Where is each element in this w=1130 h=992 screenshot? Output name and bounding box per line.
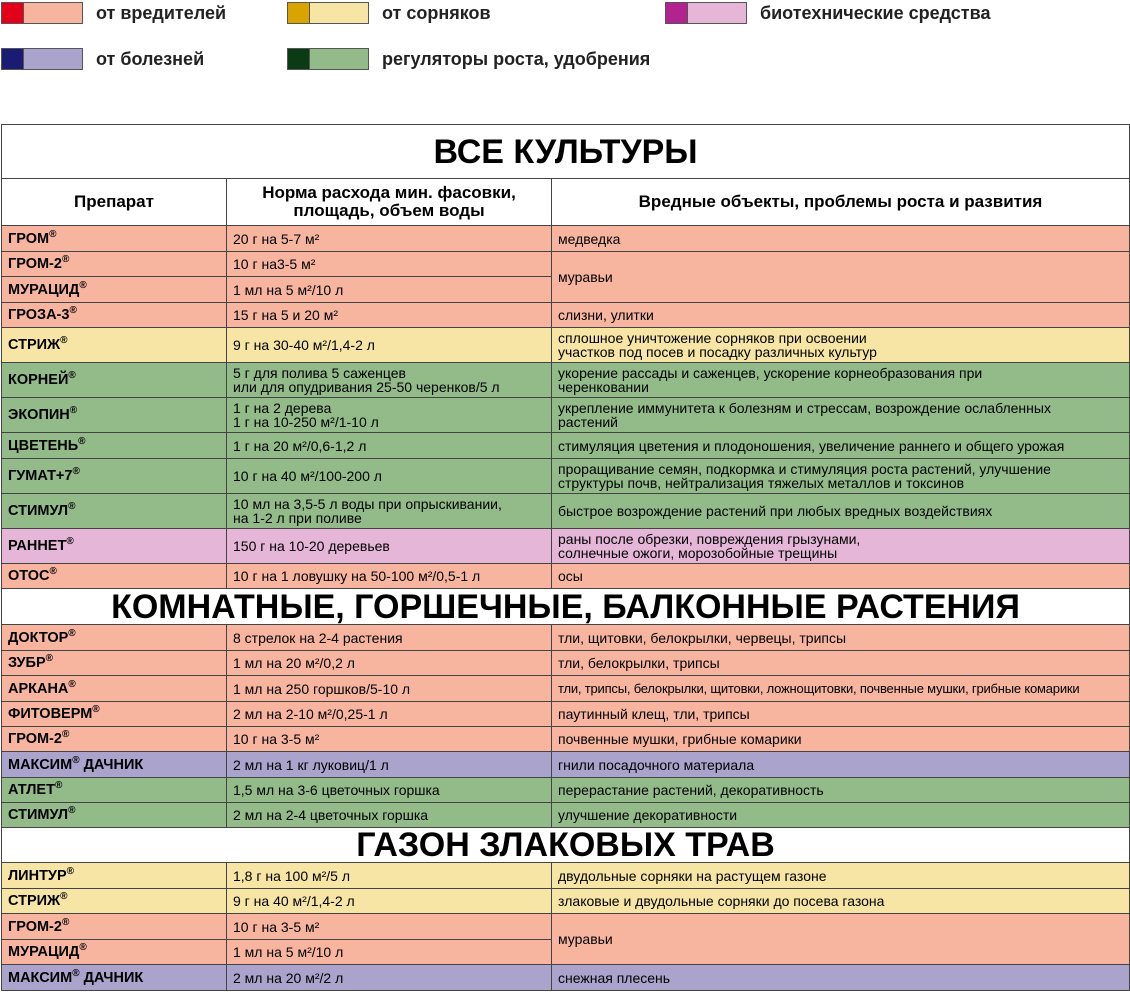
product-name-cell [2,226,227,252]
table-row [2,752,1130,778]
registered-mark: ® [66,865,74,877]
dose-cell: 8 стрелок на 2-4 растения [227,625,552,651]
registered-mark: ® [61,729,70,740]
product-name: ГРОМ-2 [8,918,62,935]
registered-mark: ® [92,704,100,715]
registered-mark: ® [69,305,77,316]
product-name-cell [2,803,227,828]
dose-cell: 10 г на3-5 м² [227,252,552,277]
product-name-cell [2,625,227,651]
table-row [2,651,1130,676]
target-cell: слизни, улитки [552,303,1130,328]
target-cell: раны после обрезки, повреждения грызунами, солнечные ожоги, морозобойные трещины [552,529,1130,564]
legend-swatch [287,48,369,70]
product-name: КОРНЕЙ [8,372,69,388]
legend-item-growth [287,48,650,70]
dose-cell: 5 г для полива 5 саженцев или для опудривания 25-50 черенков/5 л [227,363,552,398]
table-row [2,398,1130,433]
table-row [2,226,1130,252]
dose-cell: 1 мл на 250 горшков/5-10 л [227,676,552,702]
product-name: ГРОЗА-3 [8,307,70,323]
dose-cell: 1,8 г на 100 м²/5 л [227,863,552,889]
target-cell: злаковые и двудольные сорняки до посева газона [552,889,1130,914]
section-row [2,828,1130,863]
table-row [2,363,1130,398]
table-row [2,625,1130,651]
dose-cell: 2 мл на 2-4 цветочных горшка [227,803,552,828]
legend-swatch [287,2,369,24]
target-cell: двудольные сорняки на растущем газоне [552,863,1130,889]
table-row [2,914,1130,940]
dose-cell: 2 мл на 20 м²/2 л [227,965,552,991]
product-name-cell [2,863,227,889]
target-cell: паутинный клещ, тли, трипсы [552,702,1130,727]
target-cell: проращивание семян, подкормка и стимуляция роста растений, улучшение структуры почв, нейтрализация тяжелых металлов и токсинов [552,459,1130,494]
dose-cell: 1 мл на 5 м²/10 л [227,277,552,303]
product-name-cell [2,328,227,363]
table-row [2,459,1130,494]
product-name-cell [2,778,227,803]
registered-mark: ® [54,780,63,791]
product-name: МАКСИМ [8,969,73,986]
legend [0,0,1130,100]
products-table [1,124,1130,991]
product-name: ГРОМ [8,230,50,247]
product-name-cell [2,277,227,303]
legend-item-biotech [665,2,990,24]
registered-mark: ® [66,536,74,547]
legend-label: от сорняков [382,2,491,23]
target-cell: перерастание растений, декоративность [552,778,1130,803]
target-cell: тли, щитовки, белокрылки, червецы, трипсы [552,625,1130,651]
legend-swatch [665,2,747,24]
table-row [2,702,1130,727]
table-row [2,494,1130,529]
legend-item-diseases [1,48,204,70]
product-name-cell [2,494,227,529]
dose-cell: 1 мл на 20 м²/0,2 л [227,651,552,676]
product-name-cell [2,889,227,914]
product-name: МАКСИМ [8,756,73,773]
table-row [2,303,1130,328]
registered-mark: ® [45,653,54,664]
product-name: АРКАНА [8,680,69,697]
product-name-cell [2,727,227,752]
target-cell: стимуляция цветения и плодоношения, увеличение раннего и общего урожая [552,433,1130,459]
target-cell: муравьи [552,914,1130,965]
product-name-cell [2,752,227,778]
registered-mark: ® [79,942,87,953]
legend-item-weeds [287,2,491,24]
product-name: СТРИЖ [8,893,61,909]
registered-mark: ® [68,678,76,690]
product-name: ГУМАТ+7 [8,468,73,484]
registered-mark: ® [69,405,78,416]
dose-cell: 10 г на 3-5 м² [227,727,552,752]
product-name: ЗУБР [8,655,46,671]
registered-mark: ® [49,228,57,240]
target-cell: улучшение декоративности [552,803,1130,828]
product-name-cell [2,676,227,702]
registered-mark: ® [61,254,70,265]
table-row [2,778,1130,803]
product-name-suffix: ДАЧНИК [79,969,144,986]
column-header: Препарат [2,179,227,226]
legend-swatch [1,48,83,70]
dose-cell: 1 мл на 5 м²/10 л [227,940,552,965]
legend-item-pests [1,2,226,24]
product-name-cell [2,564,227,589]
section-row [2,589,1130,625]
legend-label: от болезней [96,48,205,69]
product-name-cell [2,965,227,991]
legend-label: биотехнические средства [760,2,991,23]
registered-mark: ® [68,805,76,816]
dose-cell: 10 мл на 3,5-5 л воды при опрыскивании, на 1-2 л при поливе [227,494,552,529]
section-title-cell [2,828,1130,863]
table-row [2,863,1130,889]
product-name: АТЛЕТ [8,782,55,798]
registered-mark: ® [68,370,76,381]
registered-mark: ® [72,466,80,477]
registered-mark: ® [68,627,76,639]
dose-cell: 1,5 мл на 3-6 цветочных горшка [227,778,552,803]
product-name: МУРАЦИД [8,944,80,960]
dose-cell: 1 г на 20 м²/0,6-1,2 л [227,433,552,459]
table-row [2,433,1130,459]
table-row [2,676,1130,702]
dose-cell: 2 мл на 2-10 м²/0,25-1 л [227,702,552,727]
target-cell: быстрое возрождение растений при любых вредных воздействиях [552,494,1130,529]
target-cell: гнили посадочного материала [552,752,1130,778]
column-header-row [2,179,1130,226]
target-cell: тли, белокрылки, трипсы [552,651,1130,676]
target-cell: укорение рассады и саженцев, ускорение корнеобразования при черенковании [552,363,1130,398]
target-cell: снежная плесень [552,965,1130,991]
table-row [2,803,1130,828]
registered-mark: ® [68,501,76,512]
product-name: СТИМУЛ [8,807,69,823]
section-row [2,125,1130,179]
target-cell: тли, трипсы, белокрылки, щитовки, ложнощитовки, почвенные мушки, грибные комарики [552,676,1130,702]
dose-cell: 1 г на 2 дерева 1 г на 10-250 м²/1-10 л [227,398,552,433]
target-cell: почвенные мушки, грибные комарики [552,727,1130,752]
product-name-cell [2,529,227,564]
product-name: МУРАЦИД [8,281,80,298]
section-title: ГАЗОН ЗЛАКОВЫХ ТРАВ [356,826,775,864]
dose-cell: 9 г на 30-40 м²/1,4-2 л [227,328,552,363]
table-row [2,965,1130,991]
dose-cell: 2 мл на 1 кг луковиц/1 л [227,752,552,778]
dose-cell: 9 г на 40 м²/1,4-2 л [227,889,552,914]
dose-cell: 15 г на 5 и 20 м² [227,303,552,328]
registered-mark: ® [79,279,87,291]
dose-cell: 10 г на 40 м²/100-200 л [227,459,552,494]
registered-mark: ® [72,967,80,979]
product-name-cell [2,303,227,328]
product-name: ОТОС [8,568,50,584]
registered-mark: ® [60,335,68,346]
product-name-cell [2,398,227,433]
dose-cell: 10 г на 1 ловушку на 50-100 м²/0,5-1 л [227,564,552,589]
column-header: Вредные объекты, проблемы роста и развития [552,179,1130,226]
product-name-suffix: ДАЧНИК [79,756,144,773]
product-name-cell [2,252,227,277]
table-row [2,564,1130,589]
legend-label: от вредителей [96,2,227,23]
legend-label: регуляторы роста, удобрения [382,48,651,69]
column-header: Норма расхода мин. фасовки, площадь, объем воды [227,179,552,226]
registered-mark: ® [61,916,70,928]
product-name: ЦВЕТЕНЬ [8,437,79,454]
product-name: СТИМУЛ [8,503,69,519]
product-name: РАННЕТ [8,538,67,554]
product-name: СТРИЖ [8,337,61,353]
product-name-cell [2,459,227,494]
section-title: КОМНАТНЫЕ, ГОРШЕЧНЫЕ, БАЛКОННЫЕ РАСТЕНИЯ [111,587,1020,626]
table-row [2,889,1130,914]
product-name-cell [2,433,227,459]
registered-mark: ® [78,435,86,447]
target-cell: укрепление иммунитета к болезням и стрессам, возрождение ослабленных растений [552,398,1130,433]
target-cell: медведка [552,226,1130,252]
section-title-cell [2,125,1130,179]
product-name-cell [2,363,227,398]
section-title-cell [2,589,1130,625]
dose-cell: 10 г на 3-5 м² [227,914,552,940]
target-cell: сплошное уничтожение сорняков при освоении участков под посев и посадку различных культур [552,328,1130,363]
product-name-cell [2,702,227,727]
dose-cell: 20 г на 5-7 м² [227,226,552,252]
product-name: ЛИНТУР [8,867,67,884]
registered-mark: ® [49,566,57,577]
table-row [2,252,1130,277]
legend-swatch [1,2,83,24]
product-name: ФИТОВЕРМ [8,706,93,722]
target-cell: муравьи [552,252,1130,303]
registered-mark: ® [60,891,68,902]
product-name-cell [2,914,227,940]
product-name: ЭКОПИН [8,407,70,423]
table-row [2,328,1130,363]
product-name-cell [2,940,227,965]
product-name-cell [2,651,227,676]
product-name: ГРОМ-2 [8,256,62,272]
product-name: ГРОМ-2 [8,731,62,747]
product-name: ДОКТОР [8,629,69,646]
table-row [2,529,1130,564]
registered-mark: ® [72,754,80,766]
dose-cell: 150 г на 10-20 деревьев [227,529,552,564]
section-title: ВСЕ КУЛЬТУРЫ [433,132,698,171]
target-cell: осы [552,564,1130,589]
table-row [2,727,1130,752]
